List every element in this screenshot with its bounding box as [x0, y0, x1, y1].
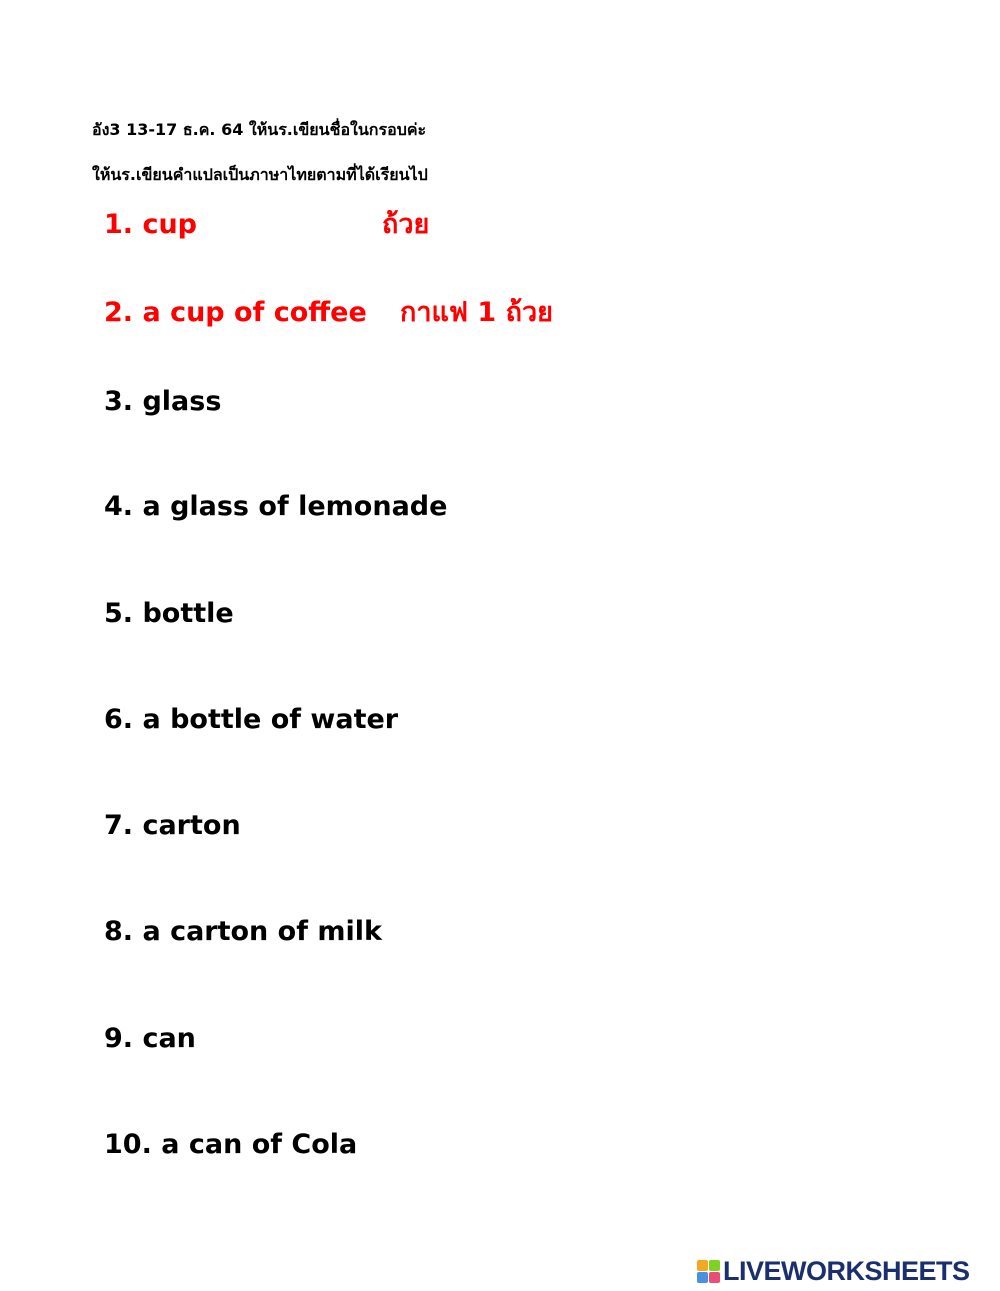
vocab-term: 10. a can of Cola: [104, 1129, 358, 1160]
vocab-term: 1. cup: [104, 209, 197, 240]
vocab-term: 4. a glass of lemonade: [104, 491, 448, 522]
vocab-term: 8. a carton of milk: [104, 916, 382, 947]
answer-field[interactable]: ถ้วย: [382, 209, 430, 240]
vocab-term: 3. glass: [104, 386, 222, 417]
vocab-item-2: [104, 297, 553, 329]
vocab-item-9: [104, 1023, 196, 1055]
logo-square-1: [697, 1260, 708, 1271]
vocab-term: 7. carton: [104, 810, 241, 841]
vocab-item-7: [104, 810, 241, 842]
vocab-item-4: [104, 491, 447, 523]
vocab-term: 9. can: [104, 1023, 196, 1054]
vocab-term: 5. bottle: [104, 598, 234, 629]
logo-square-3: [697, 1272, 708, 1283]
header-date-instruction: อัง3 13-17 ธ.ค. 64 ให้นร.เขียนชื่อในกรอบค่ะ: [92, 120, 427, 139]
logo-square-2: [709, 1260, 720, 1271]
logo-text: LIVEWORKSHEETS: [723, 1255, 970, 1286]
header-translation-instruction: ให้นร.เขียนคำแปลเป็นภาษาไทยตามที่ได้เรียนไป: [92, 165, 428, 184]
liveworksheets-logo[interactable]: [697, 1256, 970, 1286]
vocab-term: 2. a cup of coffee: [104, 297, 367, 328]
liveworksheets-logo-icon: [697, 1260, 720, 1283]
answer-field[interactable]: กาแฟ 1 ถ้วย: [400, 297, 553, 328]
vocab-item-5: [104, 598, 234, 630]
logo-square-4: [709, 1272, 720, 1283]
vocab-item-1: [104, 209, 430, 241]
vocab-item-3: [104, 386, 221, 418]
vocab-item-8: [104, 916, 382, 948]
vocab-item-10: [104, 1129, 357, 1161]
vocab-item-6: [104, 704, 398, 736]
vocab-term: 6. a bottle of water: [104, 704, 399, 735]
